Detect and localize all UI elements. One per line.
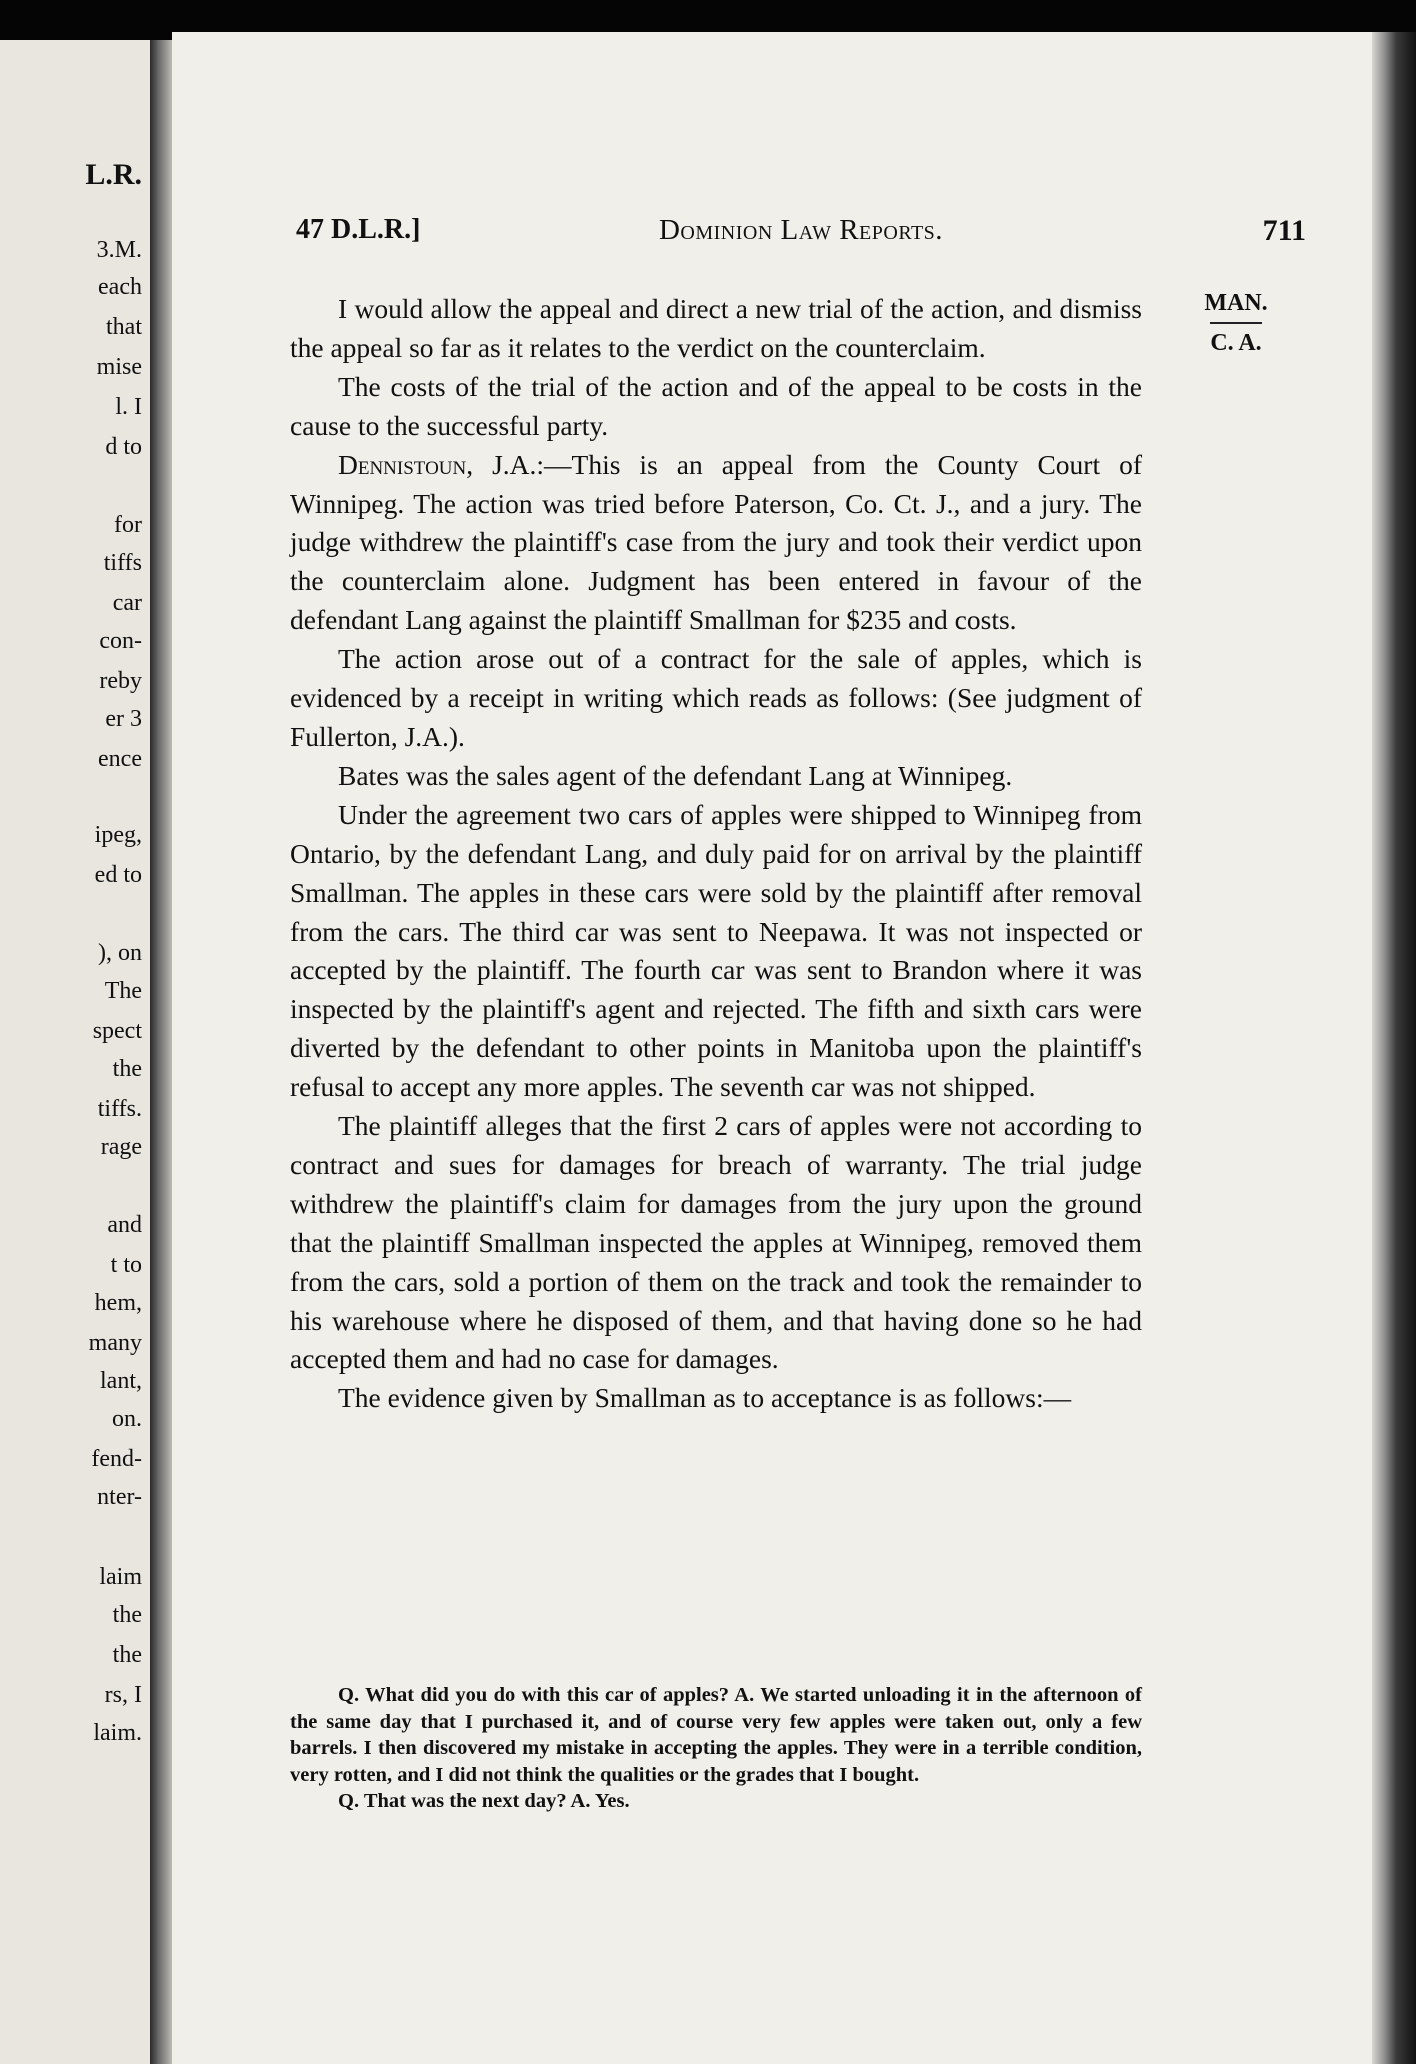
left-page-text-fragment: each [98,274,142,300]
left-page-text-fragment: con- [99,628,142,654]
left-page-text-fragment: mise [96,354,142,380]
left-page-text-fragment: the [112,1056,142,1082]
left-page-text-fragment: that [106,314,142,340]
body-text [290,290,1142,1418]
left-page-text-fragment: er 3 [105,706,142,732]
left-page-text-fragment: ), on [98,940,142,966]
left-page-text-fragment: laim. [93,1720,142,1746]
judge-name: Dennistoun, J.A. [338,448,537,480]
paragraph: The action arose out of a contract for the sale of apples, which is evidenced by a receipt in writing which reads as follows: (See judgment of Fullerton, J.A.). [290,643,1142,752]
left-page-text-fragment: on. [112,1406,142,1432]
testimony-paragraph: Q. That was the next day? A. Yes. [338,1790,630,1813]
page-number: 711 [1262,214,1306,247]
left-page-text-fragment: rs, I [104,1682,142,1708]
left-page-text-fragment: 3.M. [96,237,142,263]
left-page-text-fragment: laim [99,1564,142,1590]
page-edge-right [1372,32,1416,2064]
left-page-text-fragment: The [104,978,142,1004]
paragraph: I would allow the appeal and direct a new trial of the action, and dismiss the appeal so far as it relates to the verdict on the counterclaim. [290,293,1142,363]
report-title: Dominion Law Reports. [658,214,944,246]
court-division: C. A. [1210,330,1262,356]
paragraph: The costs of the trial of the action and of the appeal to be costs in the cause to the successful party. [290,370,1142,441]
left-page-text-fragment: ence [98,746,142,772]
left-page-text-fragment: many [88,1330,142,1356]
left-page-text-fragment: lant, [100,1368,142,1394]
left-page-text-fragment: ed to [94,862,142,888]
left-page-text-fragment: reby [99,668,142,694]
paragraph: Under the agreement two cars of apples were shipped to Winnipeg from Ontario, by the defendant Lang, and duly paid for on arrival by the plaintiff Smallman. The apples in these cars were sold by the plaintiff after removal from the cars. The third car was sent to Neepawa. It was not inspected or accepted by the plaintiff. The fourth car was sent to Brandon where it was inspected by the plaintiff's agent and rejected. The fifth and sixth cars were diverted by the defendant to other points in Manitoba upon the plaintiff's refusal to accept any more apples. The seventh car was not shipped. [290,798,1142,1103]
left-page-text-fragment: ipeg, [94,822,142,848]
left-page-text-fragment: t to [110,1252,142,1278]
paragraph: The evidence given by Smallman as to acceptance is as follows:— [338,1382,1072,1414]
left-page-text-fragment: spect [92,1018,142,1044]
left-page-text-fragment: l. I [115,394,142,420]
paragraph-text: :—This is an appeal from the County Court of Winnipeg. The action was tried before Paterson, Co. Ct. J., and a jury. The judge withdrew the plaintiff's case from the jury and took their verdict upon the counterclaim alone. Judgment has been entered in favour of the defendant Lang against the plaintiff Smallman for $235 and costs. [290,448,1142,636]
margin-note-rule [1210,322,1262,324]
margin-note [1196,288,1276,358]
left-page-text-fragment: for [114,512,142,538]
testimony-quote [290,1682,1142,1815]
paragraph [290,446,1142,641]
paragraph: The plaintiff alleges that the first 2 cars of apples were not according to contract and sues for damages for breach of warranty. The trial judge withdrew the plaintiff's claim for damages from the jury upon the ground that the plaintiff Smallman inspected the apples at Winnipeg, removed them from the cars, sold a portion of them on the track and took the remainder to his warehouse where he disposed of them, and that having done so he had accepted them and had no case for damages. [290,1110,1142,1375]
running-head [296,214,1306,258]
left-page-text-fragment: the [112,1602,142,1628]
left-page-text-fragment: fend- [91,1446,142,1472]
left-page-text-fragment: tiffs [103,550,142,576]
book-gutter [150,40,172,2064]
left-page-text-fragment: hem, [94,1290,142,1316]
court-abbreviation: MAN. [1204,290,1268,316]
left-page-text-fragment: car [112,590,142,616]
volume-reference: 47 D.L.R.] [296,214,421,245]
left-page-text-fragment: and [107,1212,142,1238]
paragraph: Bates was the sales agent of the defendant Lang at Winnipeg. [338,759,1013,791]
left-page-text-fragment: d to [105,434,142,460]
left-page-text-fragment: nter- [97,1484,142,1510]
left-page-text-fragment: tiffs. [97,1096,142,1122]
left-page-text-fragment: the [112,1642,142,1668]
adjacent-left-page [0,40,150,2064]
testimony-paragraph: Q. What did you do with this car of apples? A. We started unloading it in the afternoon of the same day that I purchased it, and of course very few apples were taken out, only a few barrels. I then discovered my mistake in accepting the apples. They were in a terrible condition, very rotten, and I did not think the qualities or the grades that I bought. [290,1684,1142,1786]
left-page-text-fragment: rage [100,1134,142,1160]
left-page-running-head: L.R. [85,158,142,191]
